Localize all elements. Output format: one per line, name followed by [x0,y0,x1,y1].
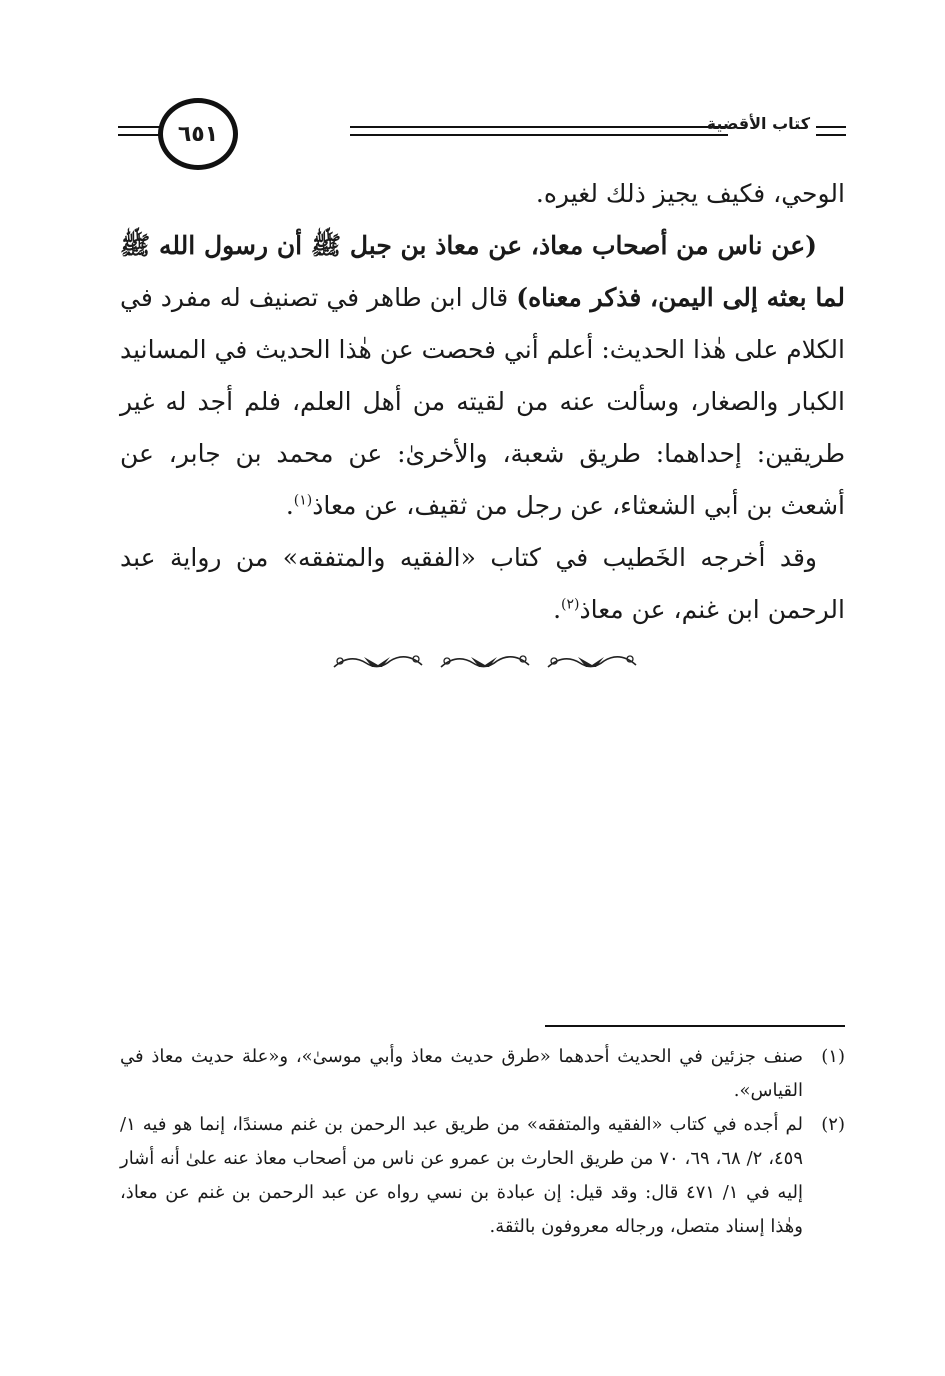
footnote-number: (١) [821,1046,845,1067]
running-title: كتاب الأقضية [706,114,810,133]
paragraph: (عن ناس من أصحاب معاذ، عن معاذ بن جبل ﷺ أن رسول الله ﷺ لما بعثه إلى اليمن، فذكر معناه) قال ابن طاهر في تصنيف له مفرد في الكلام على هٰذا الحديث: أعلم أني فحصت عن هٰذا الحديث في المسانيد الكبار والصغار، وسألت عنه من لقيته من أهل العلم، فلم أجد له غير طريقين: إحداهما: طريق شعبة، والأخرىٰ: عن محمد بن جابر، عن أشعث بن أبي الشعثاء، عن رجل من ثقيف، عن معاذ$^{(١)}$. [120,231,846,520]
footnotes [120,1040,845,1244]
page-header [118,96,846,166]
header-rule-left [118,126,160,136]
footnote [120,1108,845,1244]
page-number: ٦٥١ [158,98,238,170]
ornament-segment-icon [437,649,533,675]
main-text [120,168,845,636]
paragraph-text: قال ابن طاهر في تصنيف له مفرد في الكلام على هٰذا الحديث: أعلم أني فحصت عن هٰذا الحديث في المسانيد الكبار والصغار، وسألت عنه من لقيته من أهل العلم، فلم أجد له غير طريقين: إحداهما: طريق شعبة، والأخرىٰ: عن محمد بن جابر، عن أشعث بن أبي الشعثاء، عن رجل من ثقيف، عن معاذ [120,283,845,520]
footnote-text: لم أجده في كتاب «الفقيه والمتفقه» من طريق عبد الرحمن بن غنم مسندًا، إنما هو فيه ١/ ٤٥٩، ٢/ ٦٨، ٦٩، ٧٠ من طريق الحارث بن عمرو عن ناس من أصحاب معاذ عنه علىٰ أنه أشار إليه في ١/ ٤٧١ قال: وقد قيل: إن عبادة بن نسي رواه عن عبد الرحمن بن غنم عن معاذ، وهٰذا إسناد متصل، ورجاله معروفون بالثقة. [120,1114,804,1237]
header-rule [350,126,728,136]
header-rule-right [816,126,846,136]
footnote-text: صنف جزئين في الحديث أحدهما «طرق حديث معاذ وأبي موسىٰ»، و«علة حديث معاذ في القياس». [120,1046,803,1101]
paragraph: وقد أخرجه الخَطيب في كتاب «الفقيه والمتفقه» من رواية عبد الرحمن ابن غنم، عن معاذ$^{(٢)}$. [120,543,845,624]
ornament-segment-icon [330,649,426,675]
footnote-ref[interactable]: (٢) [561,596,580,613]
footnote [120,1040,845,1108]
footnote-separator [545,1025,845,1027]
text-line: الوحي، فكيف يجيز ذلك لغيره. [535,179,845,208]
ornament-segment-icon [544,649,640,675]
hadith-quote: (عن ناس من أصحاب معاذ، عن معاذ بن جبل ﷺ أن رسول الله ﷺ لما بعثه إلى اليمن، فذكر معناه) [120,231,846,312]
footnote-number: (٢) [821,1114,845,1135]
paragraph-text: وقد أخرجه الخَطيب في كتاب «الفقيه والمتفقه» من رواية عبد الرحمن ابن غنم، عن معاذ [120,543,845,624]
floral-divider-icon [330,648,640,676]
footnote-ref[interactable]: (١) [293,492,313,509]
